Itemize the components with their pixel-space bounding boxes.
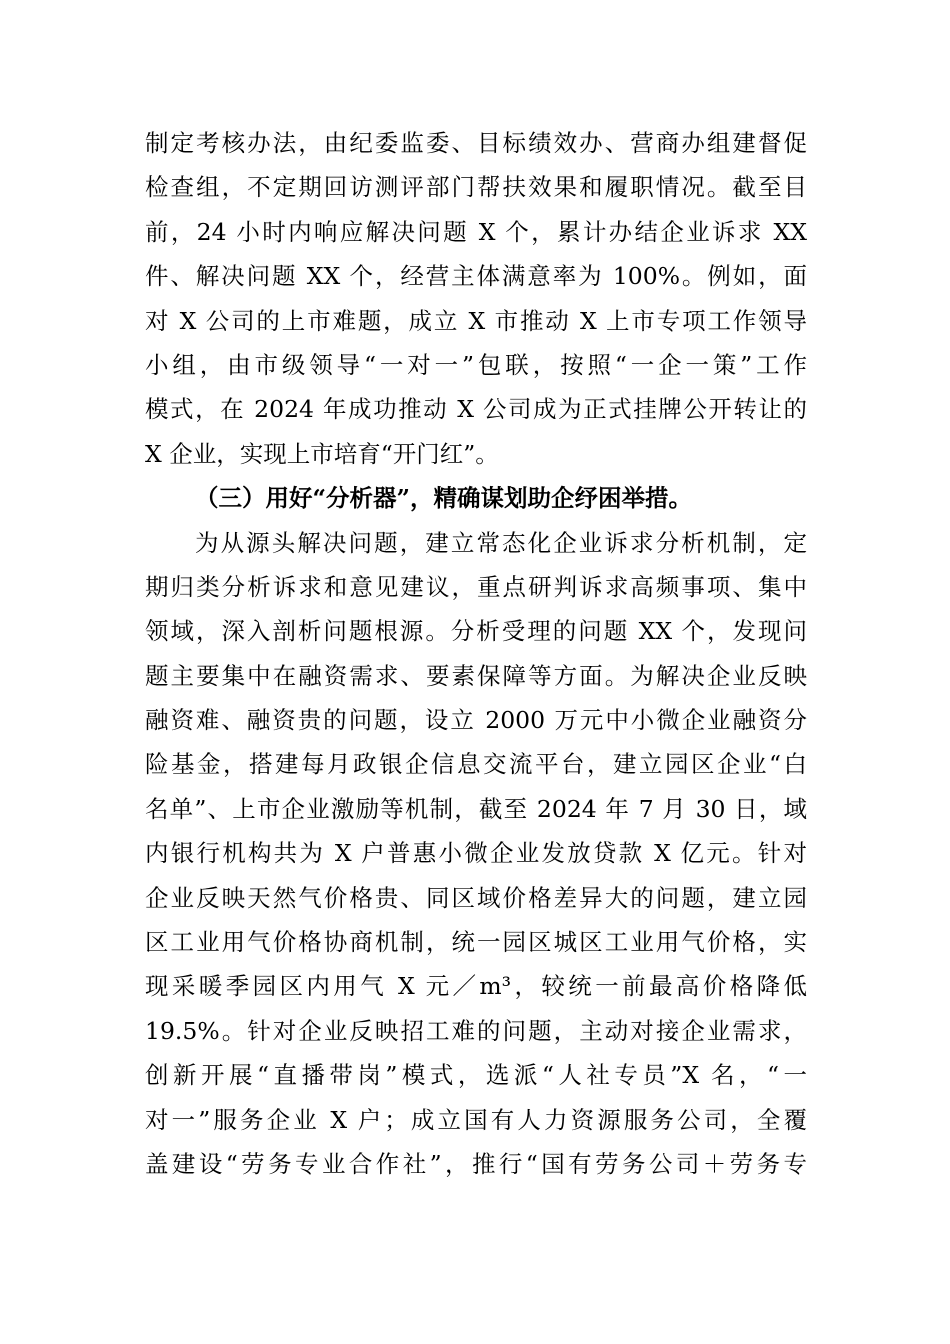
text-line: 内银行机构共为 X 户普惠小微企业发放贷款 X 亿元。针对: [145, 839, 807, 868]
text-line: 小组，由市级领导“一对一”包联，按照“一企一策”工作: [145, 350, 807, 379]
text-line: 领域，深入剖析问题根源。分析受理的问题 XX 个，发现问: [145, 617, 807, 646]
text-line: 创新开展“直播带岗”模式，选派“人社专员”X 名，“一: [145, 1061, 807, 1090]
text-line: 为从源头解决问题，建立常态化企业诉求分析机制，定: [195, 528, 807, 557]
text-line: 区工业用气价格协商机制，统一园区城区工业用气价格，实: [145, 928, 807, 957]
text-line: 盖建设“劳务专业合作社”，推行“国有劳务公司＋劳务专: [145, 1149, 807, 1178]
text-line: 融资难、融资贵的问题，设立 2000 万元中小微企业融资分: [145, 706, 807, 735]
text-line: 企业反映天然气价格贵、同区域价格差异大的问题，建立园: [145, 883, 807, 912]
text-line: 19.5%。针对企业反映招工难的问题，主动对接企业需求，: [145, 1016, 807, 1045]
text-line: 制定考核办法，由纪委监委、目标绩效办、营商办组建督促: [145, 129, 807, 157]
text-line: 对一”服务企业 X 户；成立国有人力资源服务公司，全覆: [145, 1105, 807, 1134]
text-line: 前，24 小时内响应解决问题 X 个，累计办结企业诉求 XX: [145, 217, 807, 246]
text-line: 险基金，搭建每月政银企信息交流平台，建立园区企业“白: [145, 750, 807, 779]
text-line: X 企业，实现上市培育“开门红”。: [145, 439, 499, 468]
document-body: [145, 121, 807, 1186]
text-line: 检查组，不定期回访测评部门帮扶效果和履职情况。截至目: [145, 173, 807, 202]
text-line: 模式，在 2024 年成功推动 X 公司成为正式挂牌公开转让的: [145, 395, 807, 424]
section-heading: （三）用好“分析器”，精确谋划助企纾困举措。: [195, 484, 693, 513]
text-line: 名单”、上市企业激励等机制，截至 2024 年 7 月 30 日，域: [145, 794, 807, 823]
text-line: 件、解决问题 XX 个，经营主体满意率为 100%。例如，面: [145, 262, 807, 291]
paragraph-2: [145, 521, 807, 1187]
text-line: 对 X 公司的上市难题，成立 X 市推动 X 上市专项工作领导: [145, 306, 807, 335]
text-line: 期归类分析诉求和意见建议，重点研判诉求高频事项、集中: [145, 572, 807, 601]
text-line: 题主要集中在融资需求、要素保障等方面。为解决企业反映: [145, 661, 807, 690]
text-line: 现采暖季园区内用气 X 元／m³，较统一前最高价格降低: [145, 972, 807, 1001]
paragraph-1: [145, 121, 807, 476]
